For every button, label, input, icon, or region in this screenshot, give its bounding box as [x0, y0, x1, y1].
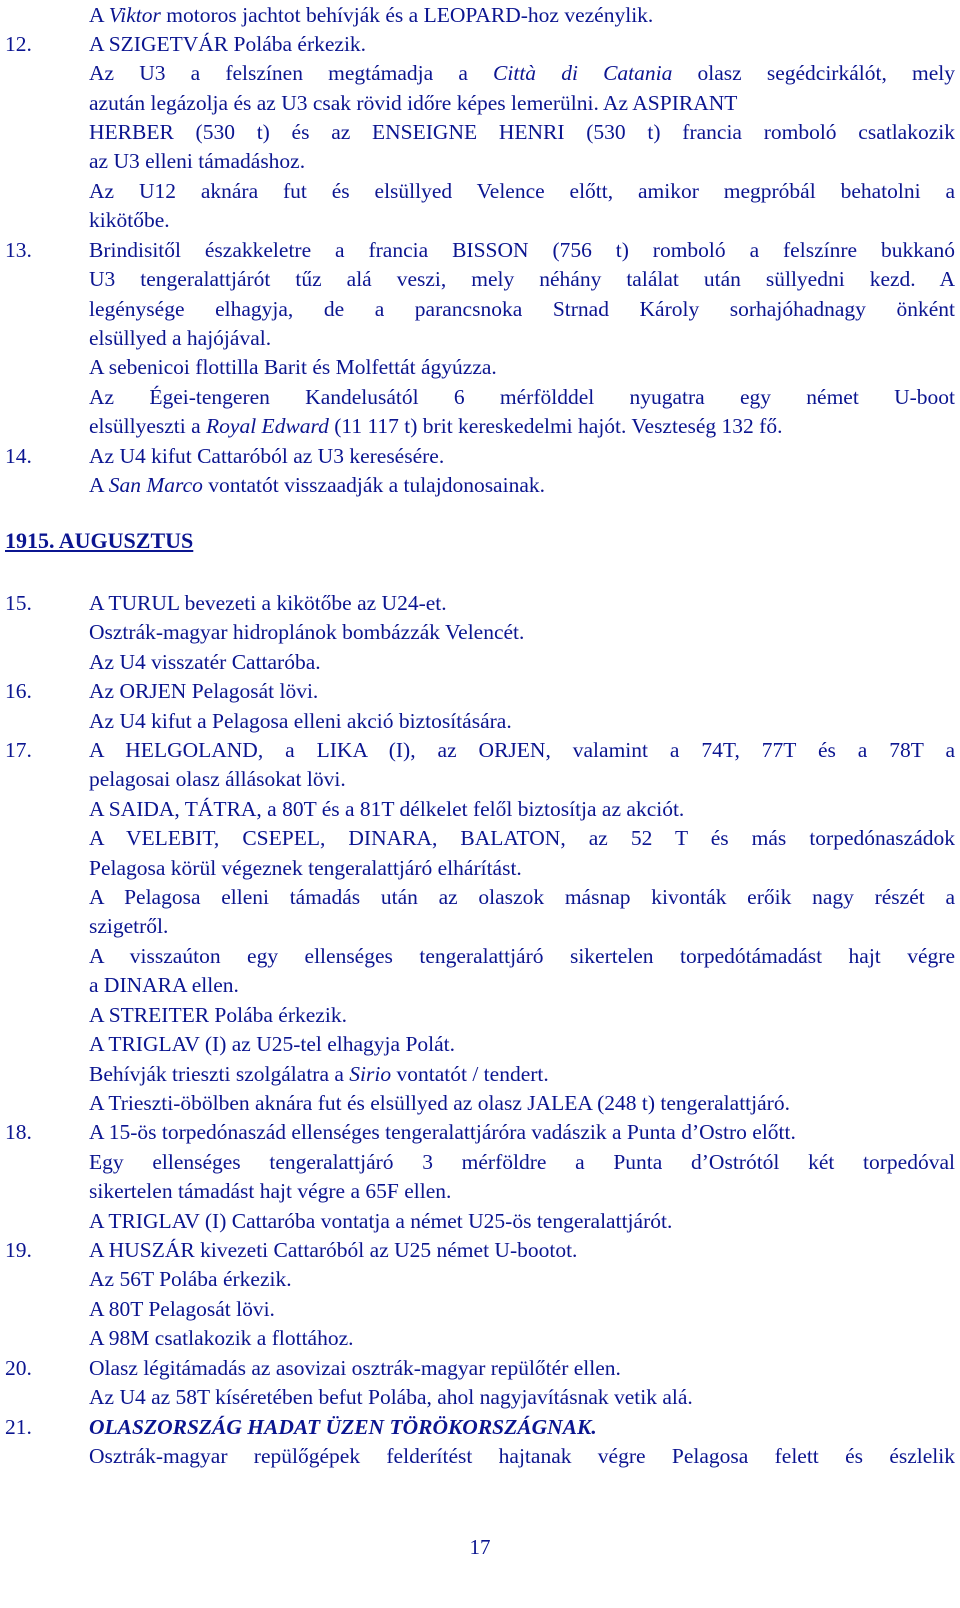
line-text	[89, 411, 782, 441]
entry-day-number: 20.	[5, 1356, 32, 1380]
text-run: a DINARA ellen.	[89, 973, 239, 997]
line-text	[89, 941, 955, 971]
text-run: A	[89, 473, 109, 497]
line-text	[89, 0, 653, 30]
text-run: A 80T Pelagosát lövi.	[89, 1297, 275, 1321]
line-text	[89, 323, 271, 353]
text-run: Pelagosa körül végeznek tengeralattjáró elhárítást.	[89, 856, 522, 880]
line-text	[89, 176, 955, 206]
line-text	[89, 29, 366, 59]
text-run: A STREITER Polába érkezik.	[89, 1003, 347, 1027]
entry-day-number: 12.	[5, 32, 32, 56]
line-text	[89, 1147, 955, 1177]
line-text	[89, 146, 305, 176]
line-text	[89, 1176, 451, 1206]
text-run: Egy ellenséges tengeralattjáró 3 mérföldre a Punta d’Ostrótól két torpedóval	[89, 1150, 955, 1174]
entry-day-number: 18.	[5, 1120, 32, 1144]
line-text	[89, 823, 955, 853]
text-run: A SAIDA, TÁTRA, a 80T és a 81T délkelet felől biztosítja az akciót.	[89, 797, 685, 821]
text-run: Az 56T Polába érkezik.	[89, 1267, 292, 1291]
text-run: U3 tengeralattjárót tűz alá veszi, mely néhány találat után süllyedni kezd. A	[89, 267, 955, 291]
entry-day-number: 19.	[5, 1238, 32, 1262]
text-run: A Trieszti-öbölben aknára fut és elsüllyed az olasz JALEA (248 t) tengeralattjáró.	[89, 1091, 790, 1115]
text-run: azután legázolja és az U3 csak rövid időre képes lemerülni. Az ASPIRANT	[89, 91, 738, 115]
line-text	[89, 352, 497, 382]
line-text	[89, 676, 318, 706]
text-run: Az Égei-tengeren Kandelusától 6 mérfölddel nyugatra egy német U-boot	[89, 385, 955, 409]
text-run: A visszaúton egy ellenséges tengeralattjáró sikertelen torpedótámadást hajt végre	[89, 944, 955, 968]
entry-day-number: 13.	[5, 238, 32, 262]
italic-ship-name: San Marco	[108, 473, 203, 497]
line-text	[89, 205, 170, 235]
line-text	[89, 647, 321, 677]
line-text	[89, 1382, 693, 1412]
line-text	[89, 1353, 621, 1383]
line-text	[89, 117, 955, 147]
line-text	[89, 1441, 955, 1471]
text-run: Az U4 az 58T kíséretében befut Polába, ahol nagyjavításnak vetik alá.	[89, 1385, 693, 1409]
line-text	[89, 1000, 347, 1030]
line-text	[89, 617, 524, 647]
entry-day-number: 15.	[5, 591, 32, 615]
line-text	[89, 970, 239, 1000]
text-run: Az ORJEN Pelagosát lövi.	[89, 679, 319, 703]
line-text	[89, 1412, 597, 1442]
text-run: Behívják trieszti szolgálatra a	[89, 1062, 350, 1086]
italic-ship-name: Royal Edward	[206, 414, 329, 438]
line-text	[89, 1117, 796, 1147]
text-run: A HUSZÁR kivezeti Cattaróból az U25 német U-bootot.	[89, 1238, 578, 1262]
text-run: A TURUL bevezeti a kikötőbe az U24-et.	[89, 591, 447, 615]
entry-day-number: 21.	[5, 1415, 32, 1439]
text-run: A VELEBIT, CSEPEL, DINARA, BALATON, az 52 T és más torpedónaszádok	[89, 826, 955, 850]
text-run: vontatót / tendert.	[391, 1062, 549, 1086]
line-text	[89, 294, 955, 324]
line-text	[89, 264, 955, 294]
line-text	[89, 1059, 549, 1089]
line-text	[89, 235, 955, 265]
emphasized-text: OLASZORSZÁG HADAT ÜZEN TÖRÖKORSZÁGNAK.	[89, 1415, 597, 1439]
text-run: A SZIGETVÁR Polába érkezik.	[89, 32, 367, 56]
line-text	[89, 882, 955, 912]
line-text	[89, 470, 545, 500]
line-text	[89, 1323, 354, 1353]
text-run: Az U4 kifut a Pelagosa elleni akció biztosítására.	[89, 709, 512, 733]
entry-day-number: 17.	[5, 738, 32, 762]
text-run: kikötőbe.	[89, 208, 170, 232]
line-text	[89, 706, 512, 736]
line-text	[89, 853, 522, 883]
text-run: HERBER (530 t) és az ENSEIGNE HENRI (530 t) francia romboló csatlakozik	[89, 120, 955, 144]
text-run: Az U3 a felszínen megtámadja a	[89, 61, 494, 85]
text-run: elsüllyeszti a	[89, 414, 207, 438]
text-run: A Pelagosa elleni támadás után az olaszok másnap kivonták erőik nagy részét a	[89, 885, 955, 909]
text-run: Az U12 aknára fut és elsüllyed Velence előtt, amikor megpróbál behatolni a	[89, 179, 955, 203]
text-run: A HELGOLAND, a LIKA (I), az ORJEN, valamint a 74T, 77T és a 78T a	[89, 738, 955, 762]
italic-ship-name: Viktor	[108, 3, 161, 27]
line-text	[89, 58, 955, 88]
text-run: Az U4 visszatér Cattaróba.	[89, 650, 321, 674]
text-run: Osztrák-magyar repülőgépek felderítést hajtanak végre Pelagosa felett és észlelik	[89, 1444, 955, 1468]
line-text	[89, 1294, 275, 1324]
text-run: vontatót visszaadják a tulajdonosainak.	[202, 473, 545, 497]
text-run: Osztrák-magyar hidroplánok bombázzák Velencét.	[89, 620, 525, 644]
entry-day-number: 14.	[5, 444, 32, 468]
text-run: A sebenicoi flottilla Barit és Molfettát ágyúzza.	[89, 355, 497, 379]
page-number: 17	[469, 1535, 491, 1559]
line-text	[89, 88, 737, 118]
line-text	[89, 764, 346, 794]
text-run: A 98M csatlakozik a flottához.	[89, 1326, 354, 1350]
line-text	[89, 1206, 672, 1236]
text-run: A	[89, 3, 109, 27]
line-text	[89, 1235, 577, 1265]
line-text	[89, 382, 955, 412]
line-text	[89, 911, 168, 941]
text-run: szigetről.	[89, 914, 169, 938]
section-heading: 1915. AUGUSZTUS	[5, 528, 194, 553]
line-text	[89, 1088, 790, 1118]
text-run: az U3 elleni támadáshoz.	[89, 149, 306, 173]
text-run: legénysége elhagyja, de a parancsnoka Strnad Károly sorhajóhadnagy önként	[89, 297, 955, 321]
italic-ship-name: Città di Catania	[493, 61, 673, 85]
text-run: olasz segédcirkálót, mely	[672, 61, 955, 85]
text-run: A TRIGLAV (I) Cattaróba vontatja a német U25-ös tengeralattjárót.	[89, 1209, 673, 1233]
italic-ship-name: Sirio	[349, 1062, 392, 1086]
text-run: pelagosai olasz állásokat lövi.	[89, 767, 346, 791]
line-text	[89, 1029, 455, 1059]
text-run: A TRIGLAV (I) az U25-tel elhagyja Polát.	[89, 1032, 456, 1056]
text-run: sikertelen támadást hajt végre a 65F ellen.	[89, 1179, 452, 1203]
text-run: motoros jachtot behívják és a LEOPARD-hoz vezénylik.	[160, 3, 654, 27]
text-run: elsüllyed a hajójával.	[89, 326, 272, 350]
text-run: Olasz légitámadás az asovizai osztrák-magyar repülőtér ellen.	[89, 1356, 621, 1380]
entry-day-number: 16.	[5, 679, 32, 703]
text-run: Az U4 kifut Cattaróból az U3 keresésére.	[89, 444, 445, 468]
line-text	[89, 735, 955, 765]
line-text	[89, 794, 684, 824]
line-text	[89, 588, 447, 618]
line-text	[89, 1264, 292, 1294]
text-run: A 15-ös torpedónaszád ellenséges tengeralattjáróra vadászik a Punta d’Ostro előtt.	[89, 1120, 796, 1144]
text-run: Brindisitől északkeletre a francia BISSON (756 t) romboló a felszínre bukkanó	[89, 238, 955, 262]
line-text	[89, 441, 444, 471]
text-run: (11 117 t) brit kereskedelmi hajót. Veszteség 132 fő.	[328, 414, 783, 438]
